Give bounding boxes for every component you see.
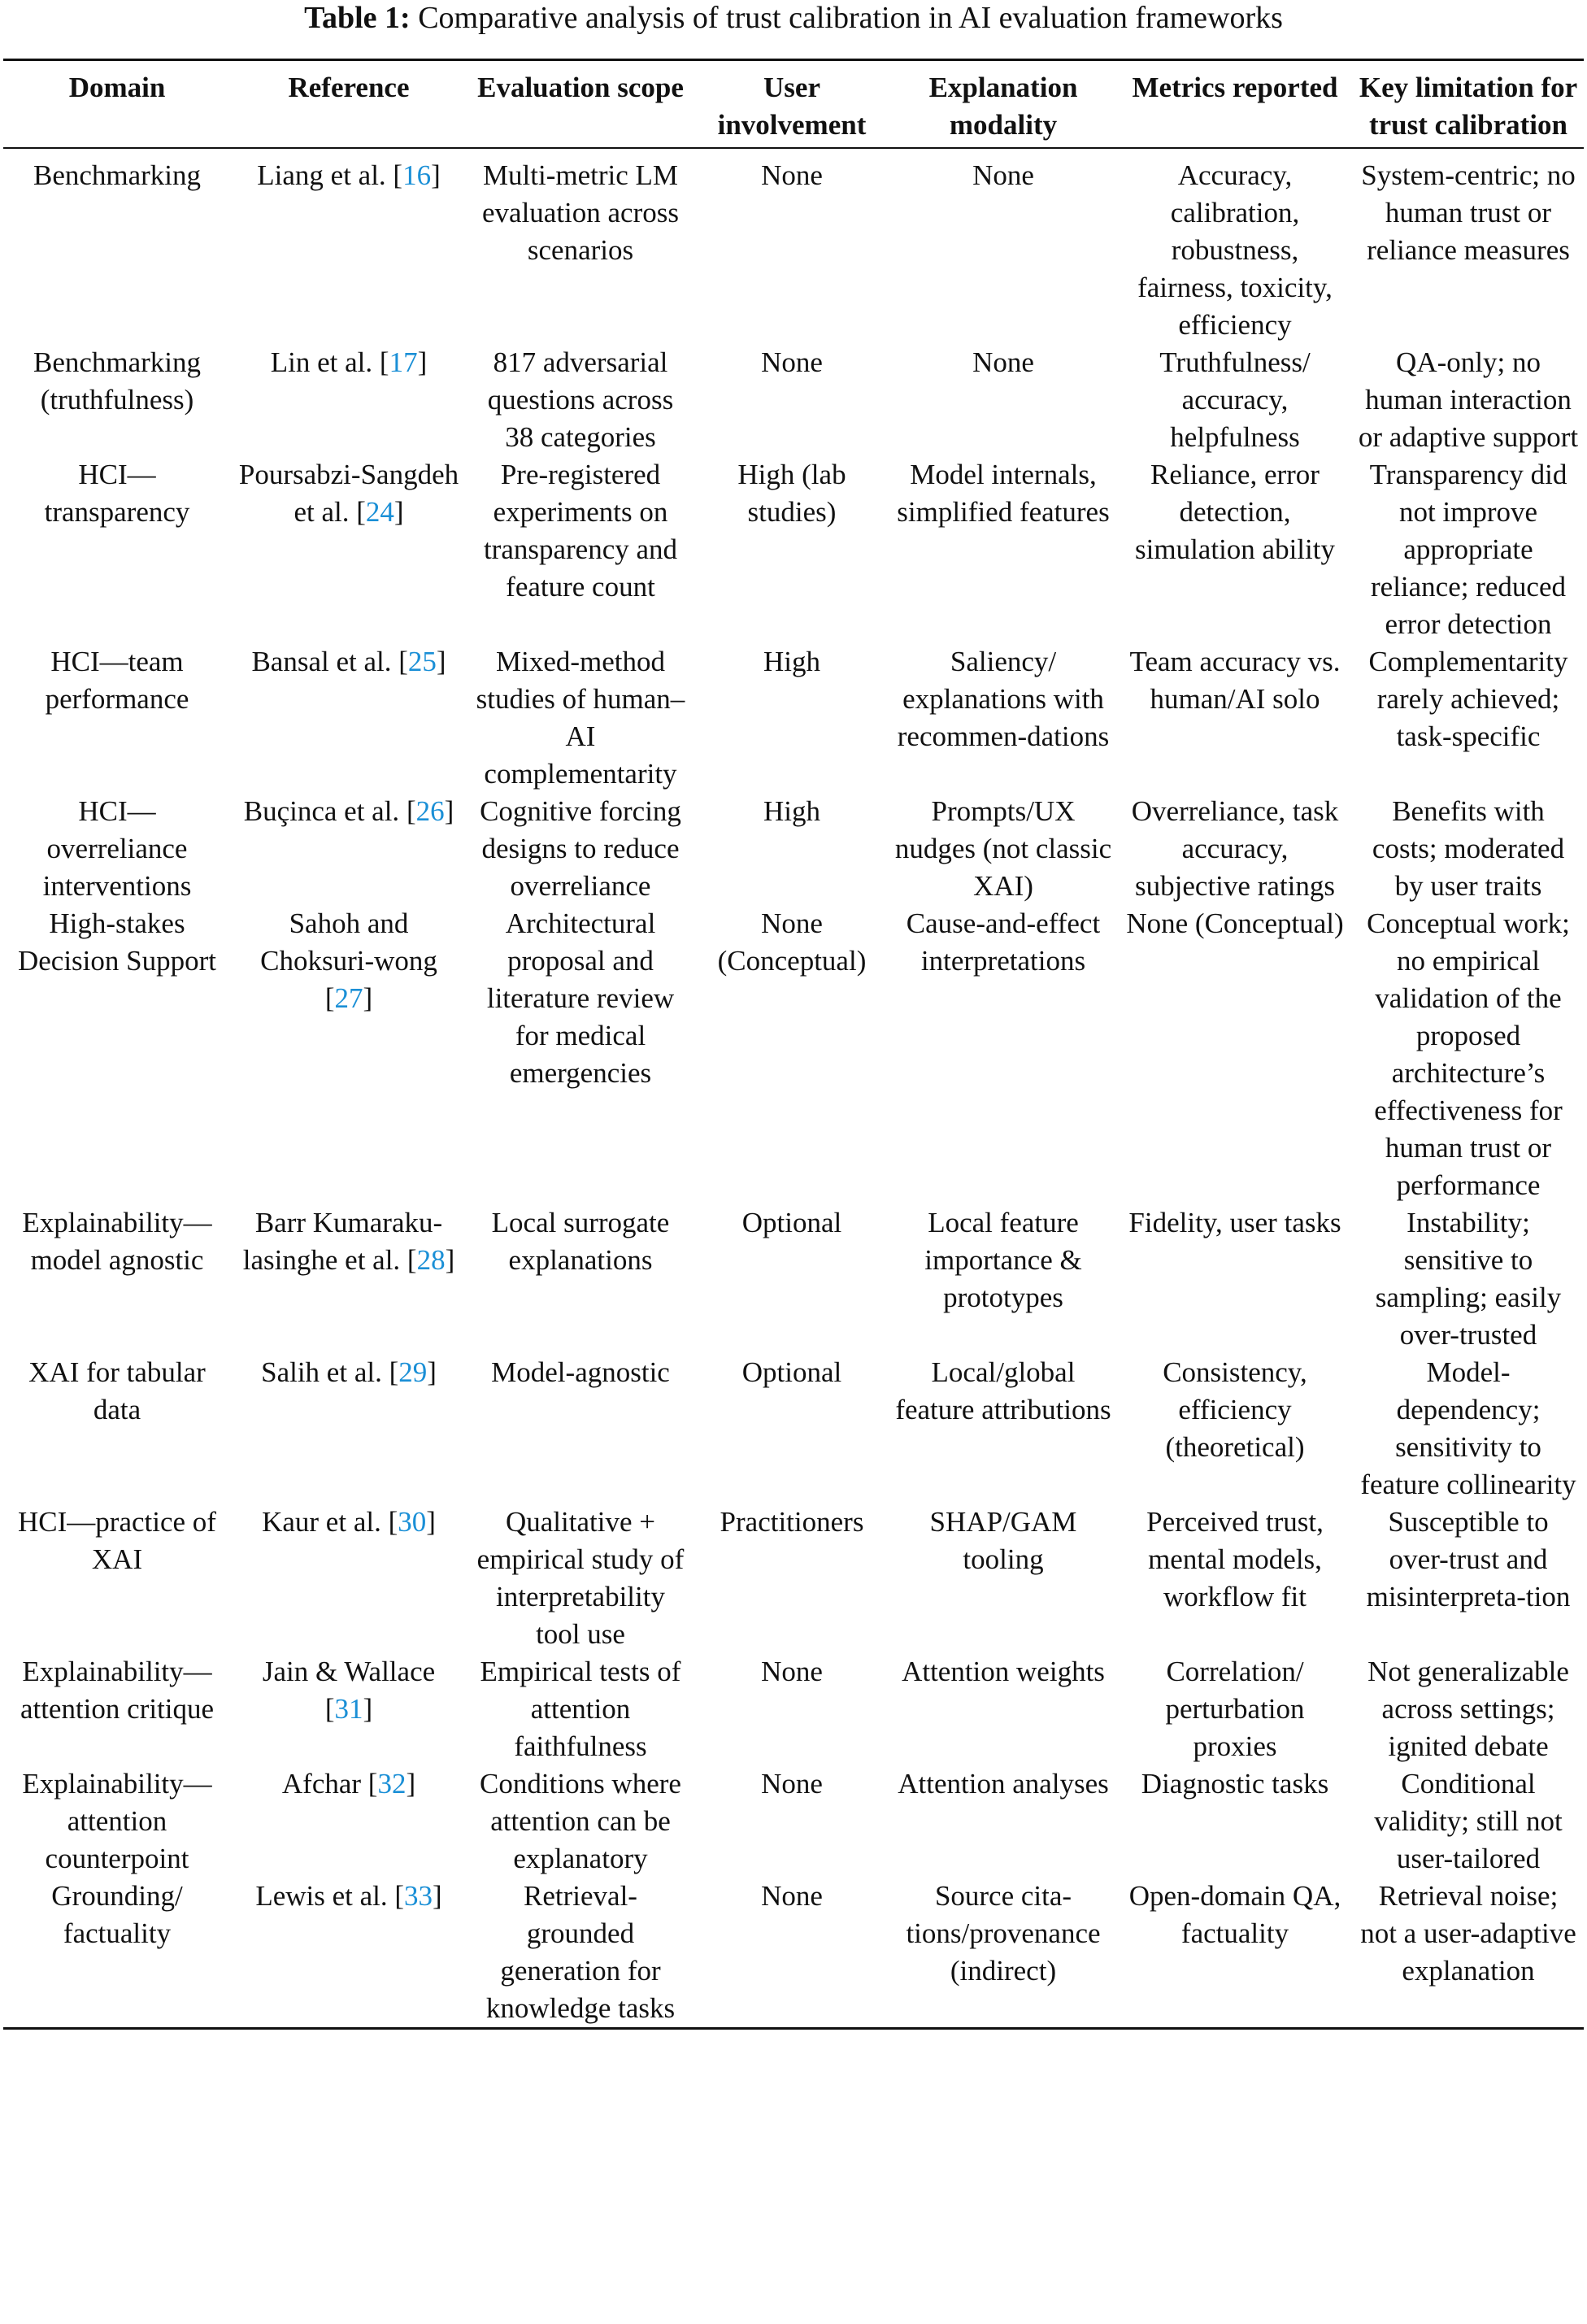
- cell-reference: Poursabzi-Sangdeh et al. [24]: [238, 459, 459, 528]
- table-row: [3, 1354, 1584, 1504]
- header-evaluation-scope: Evaluation scope: [477, 72, 684, 103]
- cell-user: None: [761, 1880, 823, 1912]
- cell-user: None: [761, 159, 823, 191]
- cell-user: High: [763, 795, 820, 827]
- ref-text: Liang et al.: [257, 159, 386, 191]
- citation-link[interactable]: 27: [334, 982, 363, 1014]
- header-key-limitation: Key limitation for trust calibration: [1359, 72, 1578, 141]
- cell-reference: Salih et al. [29]: [261, 1356, 437, 1388]
- cell-metrics: Open-domain QA, factuality: [1128, 1880, 1341, 1949]
- cell-reference: Lewis et al. [33]: [255, 1880, 442, 1912]
- cell-metrics: Truthfulness/ accuracy, helpfulness: [1159, 346, 1311, 453]
- cell-modality: Source cita-tions/provenance (indirect): [906, 1880, 1101, 1987]
- citation-link[interactable]: 33: [404, 1880, 433, 1912]
- cell-scope: Retrieval-grounded generation for knowledge tasks: [485, 1880, 676, 2024]
- cell-scope: 817 adversarial questions across 38 categories: [487, 346, 674, 453]
- cell-limitation: Retrieval noise; not a user-adaptive explanation: [1360, 1880, 1576, 1987]
- cell-metrics: Team accuracy vs. human/AI solo: [1129, 646, 1341, 715]
- cell-scope: Mixed-method studies of human–AI complementarity: [476, 646, 685, 790]
- cell-metrics: Correlation/ perturbation proxies: [1165, 1656, 1305, 1762]
- cell-domain: HCI—team performance: [45, 646, 189, 715]
- cell-reference: Afchar [32]: [281, 1768, 416, 1800]
- cell-reference: Jain & Wallace [31]: [262, 1656, 436, 1725]
- cell-limitation: Model-dependency; sensitivity to feature collinearity: [1360, 1356, 1576, 1500]
- comparison-table: [3, 59, 1584, 2030]
- table-row: [3, 1204, 1584, 1354]
- cell-user: Optional: [741, 1356, 842, 1388]
- cell-limitation: Instability; sensitive to sampling; easily over-trusted: [1375, 1207, 1562, 1351]
- cell-domain: Benchmarking (truthfulness): [33, 346, 202, 416]
- citation-link[interactable]: 31: [334, 1693, 363, 1725]
- ref-text: Afchar: [281, 1768, 362, 1800]
- ref-text: Kaur et al.: [262, 1506, 381, 1538]
- caption-label: Table 1:: [304, 1, 411, 35]
- cell-metrics: None (Conceptual): [1126, 907, 1344, 939]
- cell-user: Optional: [741, 1207, 842, 1238]
- citation-link[interactable]: 28: [416, 1244, 446, 1276]
- cell-user: None (Conceptual): [717, 907, 867, 977]
- cell-reference: Sahoh and Choksuri-wong [27]: [260, 907, 437, 1014]
- ref-text: Salih et al.: [261, 1356, 382, 1388]
- cell-scope: Qualitative + empirical study of interpretability tool use: [476, 1506, 685, 1650]
- cell-scope: Local surrogate explanations: [491, 1207, 670, 1276]
- cell-limitation: Conceptual work; no empirical validation of the proposed architecture’s effectiveness for human trust or performance: [1367, 907, 1570, 1201]
- cell-modality: Attention weights: [902, 1656, 1105, 1687]
- cell-metrics: Diagnostic tasks: [1141, 1768, 1329, 1800]
- cell-user: High: [763, 646, 820, 677]
- table-row: [3, 793, 1584, 905]
- cell-modality: None: [972, 346, 1034, 378]
- cell-modality: Prompts/UX nudges (not classic XAI): [894, 795, 1112, 902]
- cell-user: None: [761, 1656, 823, 1687]
- cell-modality: Local feature importance & prototypes: [924, 1207, 1082, 1313]
- header-reference: Reference: [288, 72, 410, 103]
- cell-reference: Lin et al. [17]: [270, 346, 428, 378]
- table-row: [3, 905, 1584, 1204]
- ref-text: Poursabzi-Sangdeh et al.: [238, 459, 459, 528]
- header-user-involvement: User involvement: [717, 72, 867, 141]
- citation-link[interactable]: 30: [398, 1506, 427, 1538]
- ref-text: Sahoh and Choksuri-wong: [260, 907, 437, 977]
- cell-domain: Explainability—model agnostic: [22, 1207, 212, 1276]
- cell-domain: Explainability—attention critique: [20, 1656, 215, 1725]
- cell-reference: Liang et al. [16]: [257, 159, 441, 191]
- cell-user: Practitioners: [720, 1506, 864, 1538]
- cell-scope: Conditions where attention can be explanatory: [480, 1768, 681, 1874]
- ref-text: Lin et al.: [270, 346, 373, 378]
- cell-modality: None: [972, 159, 1034, 191]
- table-row: [3, 456, 1584, 643]
- cell-metrics: Reliance, error detection, simulation ability: [1135, 459, 1335, 565]
- cell-scope: Architectural proposal and literature review for medical emergencies: [486, 907, 675, 1089]
- cell-domain: Benchmarking: [33, 159, 202, 191]
- cell-metrics: Consistency, efficiency (theoretical): [1163, 1356, 1307, 1463]
- table-row: [3, 1765, 1584, 1878]
- cell-domain: High-stakes Decision Support: [17, 907, 216, 977]
- ref-text: Barr Kumaraku-lasinghe et al.: [242, 1207, 443, 1276]
- citation-link[interactable]: 16: [402, 159, 432, 191]
- table-caption: [0, 0, 1587, 36]
- cell-metrics: Fidelity, user tasks: [1128, 1207, 1341, 1238]
- table-row: [3, 148, 1584, 344]
- table-row: [3, 643, 1584, 793]
- table-row: [3, 1504, 1584, 1653]
- cell-modality: SHAP/GAM tooling: [929, 1506, 1077, 1575]
- cell-limitation: QA-only; no human interaction or adaptive support: [1358, 346, 1579, 453]
- header-row: [3, 60, 1584, 149]
- cell-limitation: Conditional validity; still not user-tailored: [1374, 1768, 1563, 1874]
- cell-user: High (lab studies): [737, 459, 846, 528]
- citation-link[interactable]: 29: [398, 1356, 428, 1388]
- cell-reference: Bansal et al. [25]: [251, 646, 446, 677]
- ref-text: Bansal et al.: [251, 646, 392, 677]
- cell-metrics: Accuracy, calibration, robustness, fairness, toxicity, efficiency: [1137, 159, 1333, 341]
- cell-modality: Attention analyses: [898, 1768, 1109, 1800]
- cell-limitation: Not generalizable across settings; ignited debate: [1367, 1656, 1569, 1762]
- header-explanation-modality: Explanation modality: [928, 72, 1078, 141]
- cell-modality: Cause-and-effect interpretations: [906, 907, 1101, 977]
- cell-user: None: [761, 1768, 823, 1800]
- cell-reference: Kaur et al. [30]: [262, 1506, 436, 1538]
- caption-text: Comparative analysis of trust calibration in AI evaluation frameworks: [418, 1, 1283, 35]
- cell-limitation: Complementarity rarely achieved; task-specific: [1368, 646, 1568, 752]
- header-metrics-reported: Metrics reported: [1132, 72, 1338, 103]
- header-domain: Domain: [68, 72, 166, 103]
- cell-domain: HCI—transparency: [44, 459, 190, 528]
- cell-scope: Pre-registered experiments on transparency and feature count: [483, 459, 678, 603]
- ref-text: Buçinca et al.: [243, 795, 400, 827]
- ref-text: Jain & Wallace: [262, 1656, 436, 1687]
- cell-metrics: Overreliance, task accuracy, subjective ratings: [1131, 795, 1339, 902]
- cell-domain: Explainability—attention counterpoint: [22, 1768, 212, 1874]
- cell-domain: XAI for tabular data: [28, 1356, 206, 1425]
- cell-modality: Local/global feature attributions: [895, 1356, 1111, 1425]
- cell-reference: Barr Kumaraku-lasinghe et al. [28]: [242, 1207, 455, 1276]
- cell-reference: Buçinca et al. [26]: [243, 795, 454, 827]
- citation-link[interactable]: 17: [389, 346, 418, 378]
- cell-limitation: Transparency did not improve appropriate reliance; reduced error detection: [1369, 459, 1567, 640]
- citation-link[interactable]: 26: [415, 795, 445, 827]
- cell-scope: Model-agnostic: [491, 1356, 670, 1388]
- cell-limitation: Benefits with costs; moderated by user traits: [1372, 795, 1565, 902]
- cell-scope: Empirical tests of attention faithfulness: [480, 1656, 681, 1762]
- citation-link[interactable]: 24: [365, 496, 394, 528]
- table-row: [3, 1878, 1584, 2029]
- cell-user: None: [761, 346, 823, 378]
- cell-limitation: System-centric; no human trust or reliance measures: [1361, 159, 1576, 266]
- cell-domain: HCI—practice of XAI: [18, 1506, 216, 1575]
- table-row: [3, 1653, 1584, 1765]
- cell-scope: Multi-metric LM evaluation across scenarios: [482, 159, 679, 266]
- cell-metrics: Perceived trust, mental models, workflow fit: [1146, 1506, 1324, 1612]
- cell-scope: Cognitive forcing designs to reduce overreliance: [480, 795, 681, 902]
- citation-link[interactable]: 25: [407, 646, 437, 677]
- cell-domain: Grounding/ factuality: [51, 1880, 183, 1949]
- ref-text: Lewis et al.: [255, 1880, 388, 1912]
- citation-link[interactable]: 32: [377, 1768, 407, 1800]
- cell-modality: Model internals, simplified features: [897, 459, 1110, 528]
- cell-domain: HCI—overreliance interventions: [42, 795, 192, 902]
- table-row: [3, 344, 1584, 456]
- cell-limitation: Susceptible to over-trust and misinterpreta-tion: [1366, 1506, 1571, 1612]
- cell-modality: Saliency/ explanations with recommen-dations: [897, 646, 1110, 752]
